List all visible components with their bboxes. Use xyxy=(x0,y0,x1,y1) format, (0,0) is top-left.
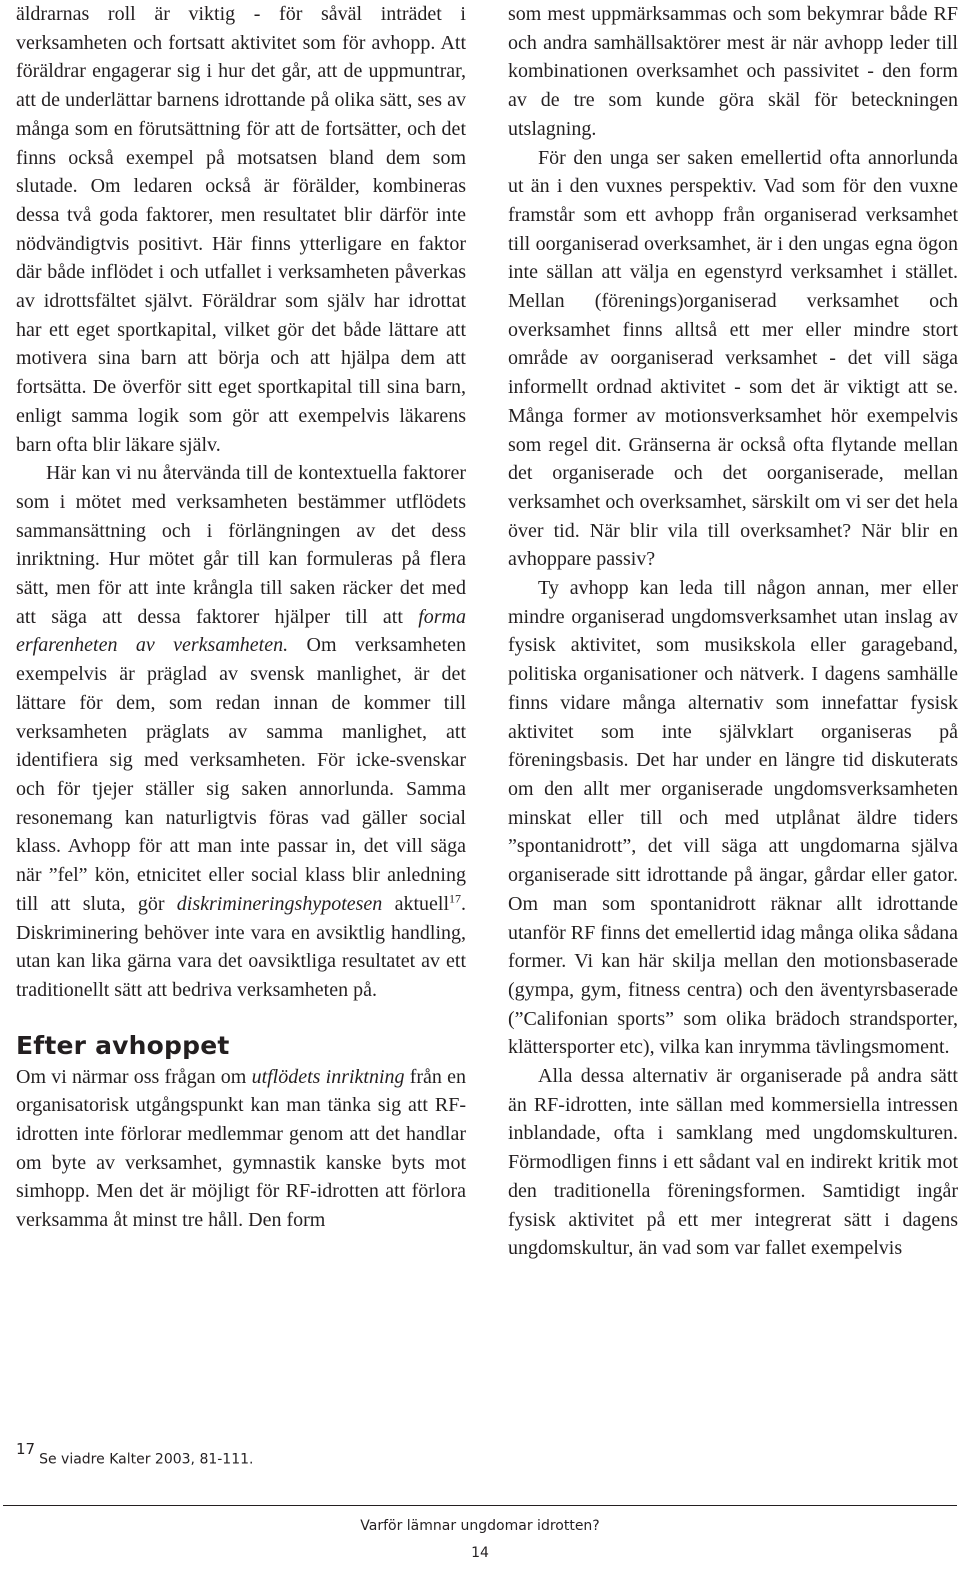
emphasis-diskrimineringshypotesen: diskrimineringshypotesen xyxy=(176,892,383,915)
text-run: Om verksamheten exempelvis är präglad av svensk manlighet, är det lättare för dem, som redan innan de kommer till verksamheten präglats av samma manlighet, att identifiera sig med verksamheten. För icke-svenskar och för tjejer ställer sig saken annorlunda. Samma resonemang kan naturligtvis föras vad gäller social klass. Avhopp för att man inte passar in, det vill säga när ”fel” kön, etnicitet eller social klass blir anledning till att sluta, gör xyxy=(16,634,466,915)
text-run: . Diskriminering behöver inte vara en avsiktlig handling, utan kan lika gärna vara det oavsiktliga resultatet av ett traditionellt sätt att bedriva verksamheten på. xyxy=(16,892,467,1001)
text-run: från en organisatorisk utgångspunkt kan man tänka sig att RF-idrotten inte förlorar medlemmar genom att det handlar om byte av verksamhet, gymnastik kanske byts mot simhopp. Men det är möjligt för RF-idrotten att förlora verksamma åt minst tre håll. Den form xyxy=(16,1065,467,1232)
text-run: Om vi närmar oss frågan om xyxy=(16,1065,247,1088)
paragraph-exclusion: som mest uppmärksammas och som bekymrar både RF och andra samhällsaktörer mest är när avhopp leder till kombinationen overksamhet och passivitet - den form av de tre som kunde göra skäl för beteckningen utslagning. xyxy=(508,3,958,140)
footnote-number: 17 xyxy=(16,1440,36,1458)
paragraph-organised-alternatives: Alla dessa alternativ är organiserade på andra sätt än RF-idrotten, inte sällan med kommersiella intressen inblandade, ofta i samklang med ungdomskulturen. Förmodligen finns i ett sådant val en indirekt kritik mot den traditionella föreningsformen. Samtidigt ingår fysisk aktivitet på ett mer integrerat sätt i dagens ungdomskultur, än vad som var fallet exempelvis xyxy=(508,1065,958,1260)
paragraph-alternatives: Ty avhopp kan leda till någon annan, mer eller mindre organiserad ungdomsverksamhet utan inslag av fysisk aktivitet, som musikskola eller garageband, politiska organisationer och nätverk. I dagens samhälle finns vidare många alternativ som innefattar fysisk aktivitet som inte självklart organiseras på föreningsbasis. Det har under en längre tid diskuterats om den allt mer organiserade ungdomsverksamheten minskat eller till och med utplånat äldre tiders ”spontanidrott”, det vill säga att ungdomarna själva organiserade sitt idrottande på ängar, gårdar eller gator. Om man som spontanidrott räknar allt idrottande utanför RF finns det emellertid idag många olika sådana former. Vi kan här skilja mellan den motionsbaserade (gympa, gym, fitness centra) och den äventyrsbaserade (”Califonian sports” som olika brädoch strandsporter, klättersporter etc), vilka kan inrymma tävlingsmoment. xyxy=(508,577,958,1059)
footnote-reference: 17 xyxy=(449,891,462,906)
paragraph-parents-role: äldrarnas roll är viktig - för såväl inträdet i verksamheten och fortsatt aktivitet som för avhopp. Att föräldrar engagerar sig i hur det går, att de uppmuntrar, att de underlättar barnens idrottande på olika sätt, ses av många som en förutsättning för att de fortsätter, och det finns också exempel på motsatsen bland dem som slutade. Om ledaren också är förälder, kombineras dessa två goda faktorer, men resultatet blir därför inte nödvändigtvis positivt. Här finns ytterligare en faktor där både inflödet i och utfallet i verksamheten påverkas av idrottsfältet självt. Föräldrar som själv har idrottat har ett eget sportkapital, vilket gör det både lättare att motivera sina barn att börja och att hjälpa dem att fortsätta. De överför sitt eget sportkapital till sina barn, enligt samma logik som gör att exempelvis läkarens barn ofta blir läkare själv. xyxy=(16,3,466,456)
text-run: aktuell xyxy=(394,892,450,915)
page-number: 14 xyxy=(471,1545,489,1561)
footnote-text: Se viadre Kalter 2003, 81-111. xyxy=(39,1451,254,1468)
section-heading: Efter avhoppet xyxy=(16,1030,230,1060)
right-column xyxy=(508,0,958,1263)
paragraph-after-dropout xyxy=(16,1063,466,1235)
paragraph-contextual-factors xyxy=(16,459,466,1004)
left-column xyxy=(16,0,466,1235)
paragraph-youth-perspective: För den unga ser saken emellertid ofta annorlunda ut än i den vuxnes perspektiv. Vad som för den vuxne framstår som ett avhopp från organiserad verksamhet till oorganiserad overksamhet, är i den ungas egna ögon inte sällan att välja en egenstyrd verksamhet i stället. Mellan (förenings)organiserad verksamhet och overksamhet finns alltså ett mer eller mindre stort område av oorganiserad verksamhet - det vill säga informellt ordnad aktivitet - som det är viktigt att se. Många former av motionsverksamhet hör exempelvis som regel dit. Gränserna är också ofta flytande mellan det organiserade och det oorganiserade, mellan verksamhet och overksamhet, särskilt om vi ser det hela över tid. När blir vila till overksamhet? När blir en avhoppare passiv? xyxy=(508,146,958,571)
emphasis-utflodets-inriktning: utflödets inriktning xyxy=(251,1065,405,1088)
text-run: Här kan vi nu återvända till de kontextuella faktorer som i mötet med verksamheten bestämmer utflödets sammansättning och i förlängningen av det dess inriktning. Hur mötet går till kan formuleras på flera sätt, men för att inte krångla till saken räcker det med att säga att dessa faktorer hjälper till att xyxy=(16,462,466,628)
emphasis-forma-erfarenheten: forma erfarenheten av verksamheten. xyxy=(16,605,467,657)
running-title: Varför lämnar ungdomar idrotten? xyxy=(360,1518,600,1534)
footnote xyxy=(16,1440,254,1468)
footer-divider xyxy=(3,1505,957,1506)
